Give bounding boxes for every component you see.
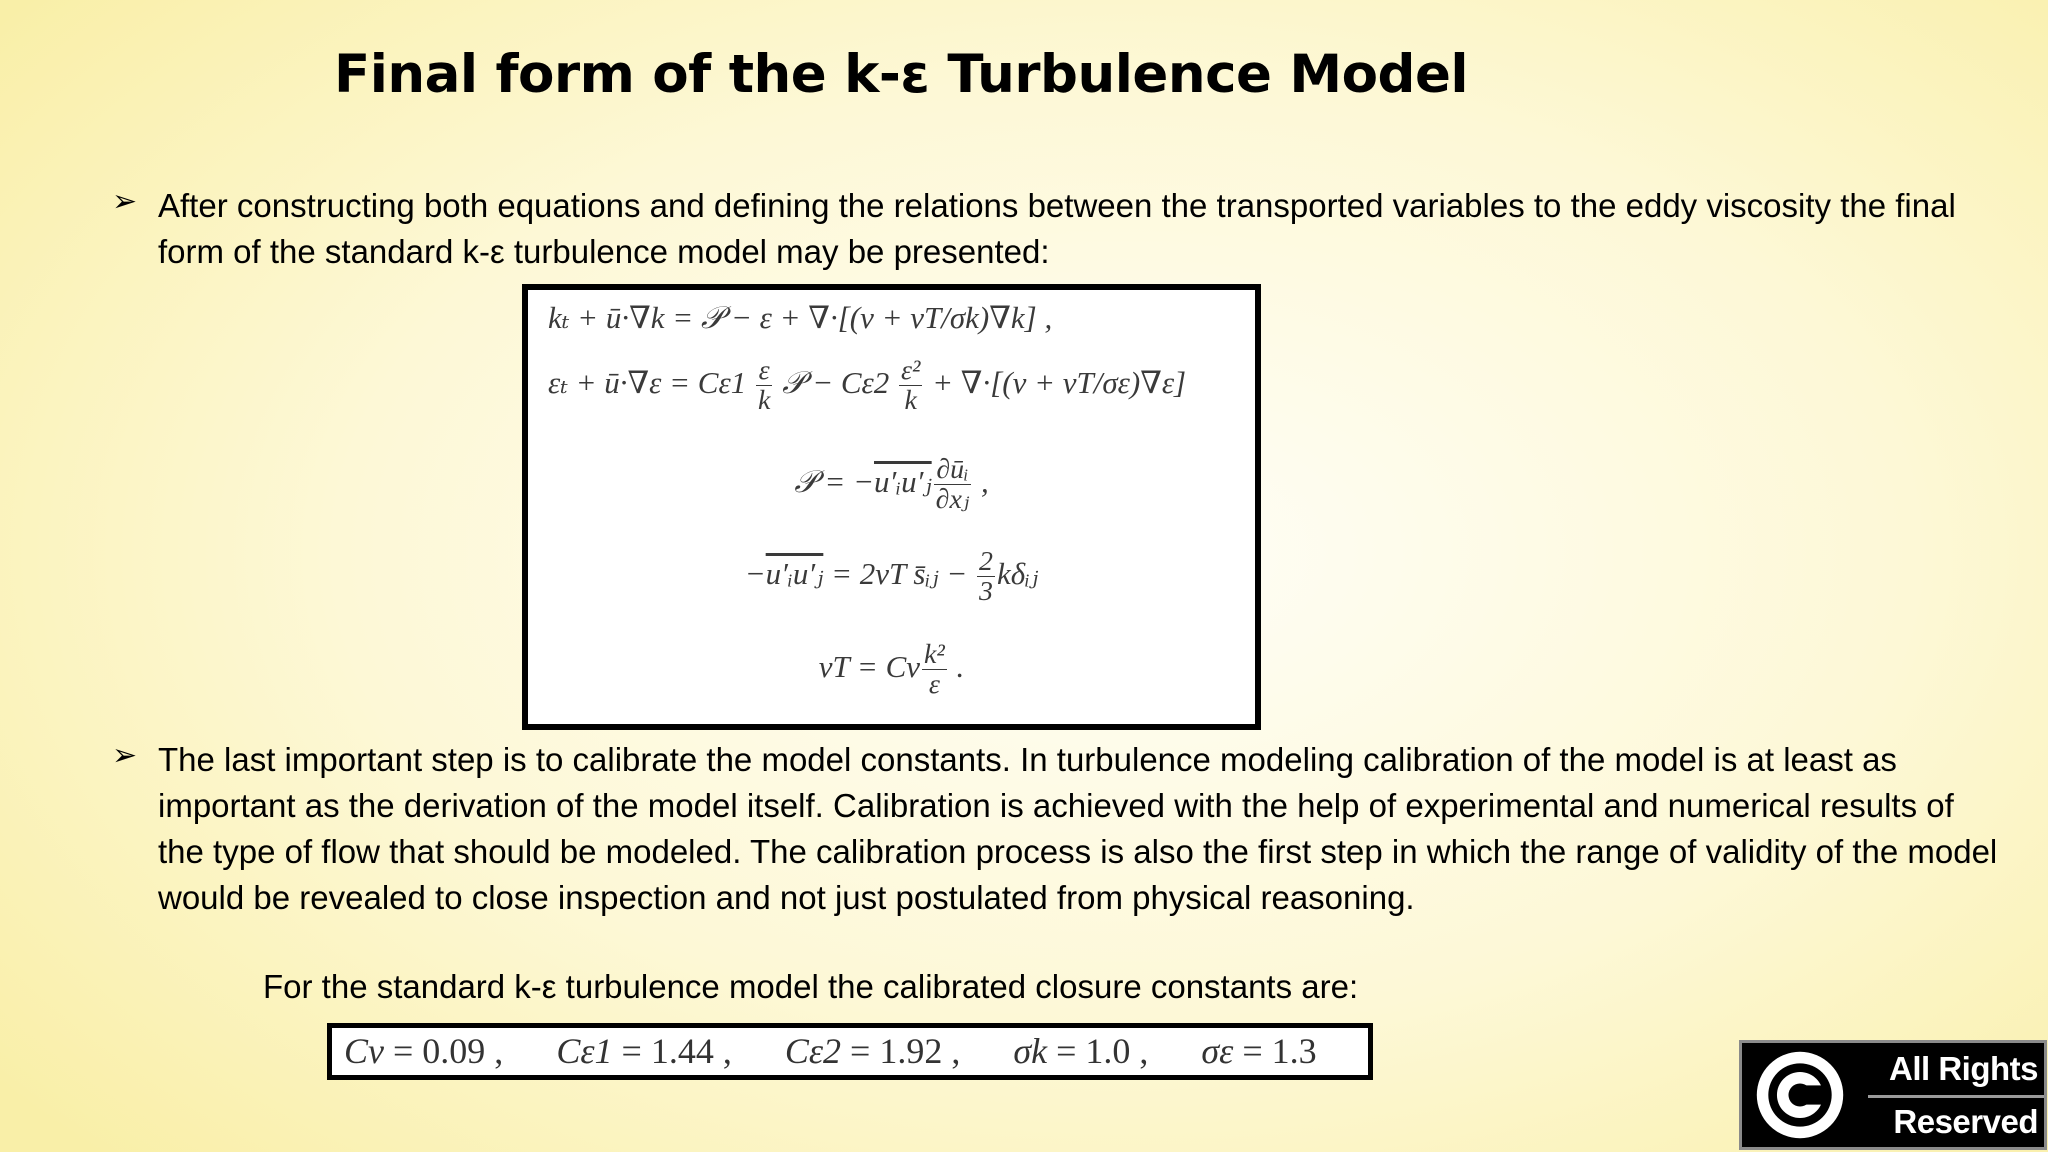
constant-c-nu: Cν = 0.09 , xyxy=(344,1031,504,1071)
reynolds-stress-equation: −u′ᵢu′ⱼ = 2νT s̄ᵢⱼ − $\frac{2}{3}$ kδᵢⱼ xyxy=(744,546,1039,608)
epsilon-transport-equation: εₜ + ū·∇ε = Cε1 $\frac{\varepsilon}{k}$ 𝒫 − Cε2 $\frac{\text{ε²}}{k}$ + ∇·[(ν + νT/σε)∇ε] xyxy=(548,355,1187,417)
constant-sigma-eps: σε = 1.3 xyxy=(1201,1031,1317,1071)
bullet-item-intro xyxy=(112,183,2002,275)
fraction: $\frac{\text{∂ūᵢ}}{\text{∂xⱼ}}$ xyxy=(935,454,970,516)
badge-text-line1: All Rights xyxy=(1889,1050,2038,1087)
bullet-item-calibration xyxy=(112,737,2002,921)
constant-sigma-k: σk = 1.0 , xyxy=(1013,1031,1149,1071)
fraction: $\frac{2}{3}$ xyxy=(979,546,993,608)
fraction: $\frac{\varepsilon}{k}$ xyxy=(757,355,771,417)
fraction: $\frac{\text{k²}}{\varepsilon}$ xyxy=(924,639,945,701)
production-term-equation: 𝒫 = −u′ᵢu′ⱼ $\frac{\text{∂ūᵢ}}{\text{∂xⱼ}}$ , xyxy=(794,454,989,516)
constants-box xyxy=(327,1023,1373,1080)
eddy-viscosity-equation: νT = Cν $\frac{\text{k²}}{\varepsilon}$ . xyxy=(818,639,965,701)
constant-c-eps1: Cε1 = 1.44 , xyxy=(556,1031,732,1071)
copyright-icon xyxy=(1752,1047,1848,1143)
bullet-text: The last important step is to calibrate the model constants. In turbulence modeling calibration of the model is at least as important as the derivation of the model itself. Calibration is achieved with the help of experimental and numerical results of the type of flow that should be modeled. The calibration process is also the first step in which the range of validity of the model would be revealed to close inspection and not just postulated from physical reasoning. xyxy=(158,741,1998,916)
arrow-bullet-icon: ➢ xyxy=(112,738,138,773)
equations-box xyxy=(522,284,1261,730)
constants-intro-text: For the standard k-ε turbulence model the calibrated closure constants are: xyxy=(263,968,1359,1005)
badge-text-line2: Reserved xyxy=(1893,1103,2038,1140)
all-rights-reserved-badge xyxy=(1739,1040,2047,1150)
constant-c-eps2: Cε2 = 1.92 , xyxy=(784,1031,961,1071)
k-transport-equation: kₜ + ū·∇k = 𝒫 − ε + ∇·[(ν + νT/σk)∇k] , xyxy=(548,300,1053,335)
badge-divider xyxy=(1868,1095,2044,1098)
slide-title: Final form of the k-ε Turbulence Model xyxy=(334,44,1469,105)
bullet-text: After constructing both equations and defining the relations between the transported variables to the eddy viscosity the final form of the standard k-ε turbulence model may be presented: xyxy=(158,187,1956,270)
fraction: $\frac{\text{ε²}}{k}$ xyxy=(901,355,921,417)
arrow-bullet-icon: ➢ xyxy=(112,184,138,219)
